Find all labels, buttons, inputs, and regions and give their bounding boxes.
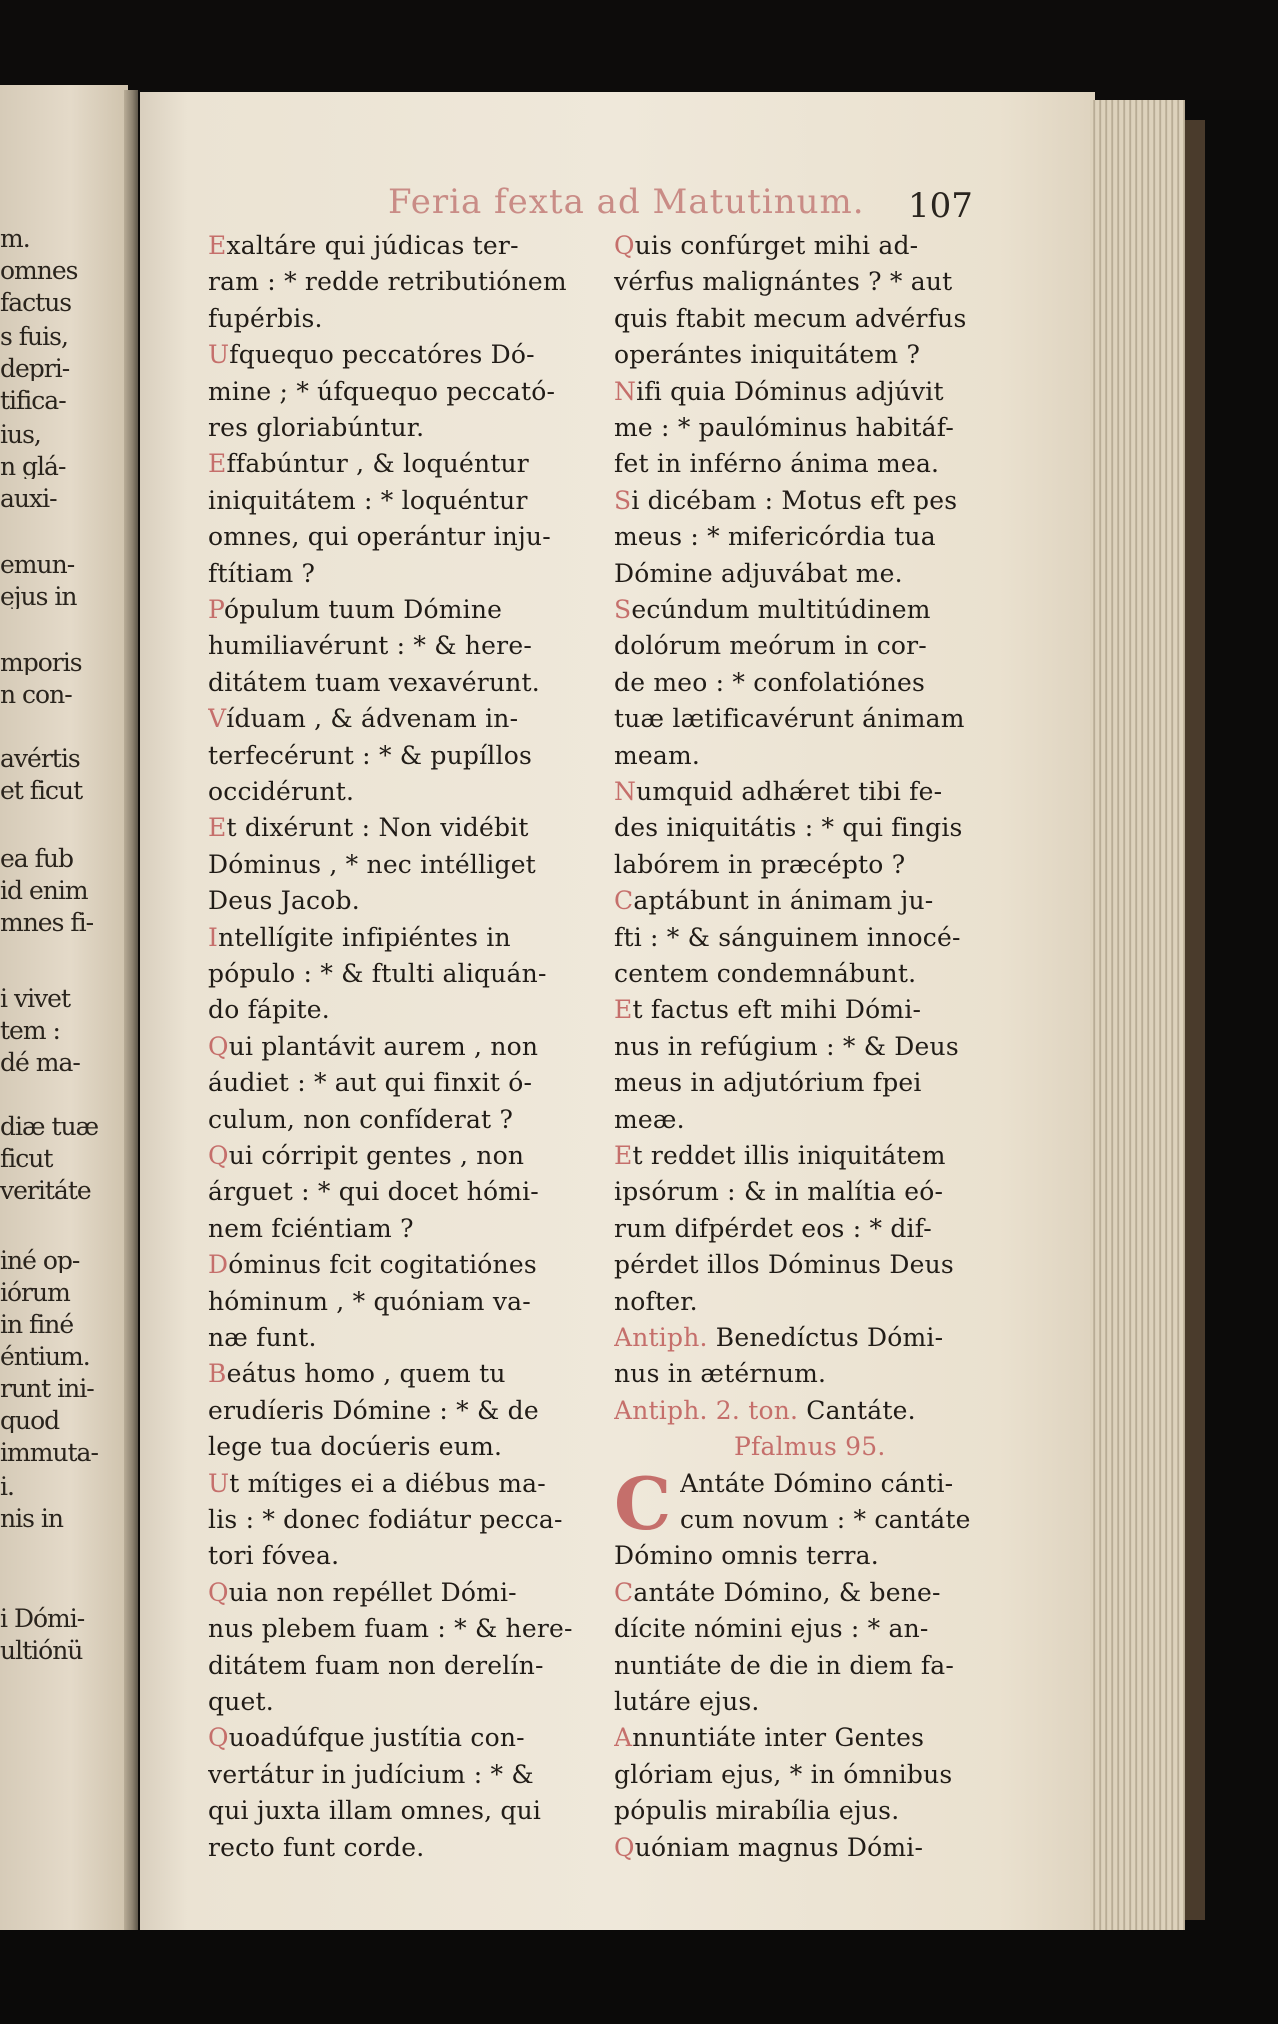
text-line: [208, 1720, 628, 1756]
text-line: [614, 228, 1034, 264]
left-page-line: tifica-: [0, 388, 66, 413]
left-page-line: depri-: [0, 356, 70, 381]
line-text: meus in adjutórium fpei: [614, 1068, 922, 1097]
text-line: [614, 1830, 1034, 1866]
line-text: ui plantávit aurem , non: [228, 1032, 539, 1061]
page-edges: [1090, 100, 1185, 1930]
initial-letter: U: [208, 340, 230, 369]
line-text: uoadúfque justítia con-: [228, 1723, 525, 1752]
rubric-label: Antiph.: [614, 1323, 708, 1352]
line-text: lutáre ejus.: [614, 1687, 760, 1716]
line-text: meæ.: [614, 1105, 685, 1134]
text-line: [208, 628, 628, 664]
text-line: [208, 1793, 628, 1829]
text-line: [208, 1065, 628, 1101]
line-text: ftítiam ?: [208, 559, 316, 588]
left-page-line: runt ini-: [0, 1376, 94, 1401]
text-line: [208, 1757, 628, 1793]
left-page-line: n glá-: [0, 454, 66, 479]
text-line: [614, 1720, 1034, 1756]
left-page-line: avértis: [0, 746, 80, 771]
text-line: [614, 1138, 1034, 1174]
left-page-line: factus: [0, 290, 72, 315]
line-text: ram : * redde retributiónem: [208, 267, 567, 296]
text-line: [208, 847, 628, 883]
line-text: dolórum meórum in cor-: [614, 631, 927, 660]
line-text: rum difpérdet eos : * dif-: [614, 1214, 932, 1243]
line-text: lege tua docúeris eum.: [208, 1432, 503, 1461]
initial-letter: V: [208, 704, 227, 733]
line-text: Dóminus , * nec intélliget: [208, 850, 536, 879]
text-line: [614, 483, 1034, 519]
text-line: [614, 264, 1034, 300]
text-line: [614, 410, 1034, 446]
line-text: labórem in præcépto ?: [614, 850, 906, 879]
text-line: [614, 738, 1034, 774]
line-text: fupérbis.: [208, 304, 323, 333]
left-page-line: mporis: [0, 650, 82, 675]
line-text: de meo : * confolatiónes: [614, 668, 926, 697]
text-line: [614, 1211, 1034, 1247]
text-line: [614, 956, 1034, 992]
line-text: quis ftabit mecum advérfus: [614, 304, 967, 333]
text-line: [614, 374, 1034, 410]
initial-letter: Q: [614, 1833, 635, 1862]
left-page-fragment: [0, 85, 128, 1930]
initial-letter: P: [208, 595, 225, 624]
line-text: ecúndum multitúdinem: [631, 595, 931, 624]
line-text: uóniam magnus Dómi-: [634, 1833, 924, 1862]
initial-letter: I: [208, 923, 219, 952]
text-line: [208, 1320, 628, 1356]
line-text: ffabúntur , & loquéntur: [226, 449, 529, 478]
line-text: fquequo peccatóres Dó-: [229, 340, 535, 369]
text-line: [208, 556, 628, 592]
text-line: [614, 1174, 1034, 1210]
line-text: quet.: [208, 1687, 274, 1716]
line-text: iniquitátem : * loquéntur: [208, 486, 528, 515]
initial-letter: E: [614, 995, 633, 1024]
text-line: [208, 1429, 628, 1465]
line-text: ipsórum : & in malítia eó-: [614, 1177, 944, 1206]
text-line: [208, 483, 628, 519]
line-text: hóminum , * quóniam va-: [208, 1287, 531, 1316]
initial-letter: S: [614, 595, 632, 624]
left-page-line: tem :: [0, 1018, 60, 1043]
running-head: [248, 182, 1148, 232]
text-line: [680, 1466, 1034, 1502]
text-line: [208, 774, 628, 810]
text-line: [208, 1611, 628, 1647]
line-text: do fápite.: [208, 995, 330, 1024]
line-text: óminus fcit cogitatiónes: [228, 1250, 537, 1279]
initial-letter: S: [614, 486, 632, 515]
line-text: nuntiáte de die in diem fa-: [614, 1651, 955, 1680]
line-text: antáte Dómino, & bene-: [633, 1578, 941, 1607]
line-text: glóriam ejus, * in ómnibus: [614, 1760, 953, 1789]
line-text: terfecérunt : * & pupíllos: [208, 741, 532, 770]
line-text: uis confúrget mihi ad-: [634, 231, 919, 260]
line-text: tori fóvea.: [208, 1541, 340, 1570]
left-page-line: in finé: [0, 1312, 74, 1337]
text-line: [614, 1757, 1034, 1793]
initial-letter: Q: [208, 1723, 229, 1752]
text-line: [208, 1211, 628, 1247]
text-line: [208, 701, 628, 737]
text-line: [614, 883, 1034, 919]
left-page-line: iórum: [0, 1280, 70, 1305]
line-text: umquid adhǽret tibi fe-: [636, 777, 943, 806]
text-line: [208, 1575, 628, 1611]
line-text: næ funt.: [208, 1323, 317, 1352]
left-page-line: s fuis,: [0, 324, 68, 349]
text-line: [208, 1466, 628, 1502]
text-line: [208, 1684, 628, 1720]
text-line: [614, 592, 1034, 628]
left-page-line: ficut: [0, 1146, 53, 1171]
text-line: [614, 1356, 1034, 1392]
line-text: nnuntiáte inter Gentes: [632, 1723, 925, 1752]
initial-letter: N: [614, 777, 637, 806]
line-text: fet in inférno ánima mea.: [614, 449, 940, 478]
running-title: Feria fexta ad Matutinum.: [388, 182, 865, 222]
line-text: ditátem fuam non derelín-: [208, 1651, 544, 1680]
text-line: [208, 1502, 628, 1538]
book-cover-edge: [1185, 120, 1205, 1920]
text-line: [208, 1247, 628, 1283]
initial-letter: Q: [208, 1141, 229, 1170]
initial-letter: E: [614, 1141, 633, 1170]
line-text: nus in refúgium : * & Deus: [614, 1032, 959, 1061]
left-page-line: ultiónü: [0, 1638, 83, 1663]
line-text: me : * paulóminus habitáf-: [614, 413, 954, 442]
line-text: operántes iniquitátem ?: [614, 340, 921, 369]
line-text: meus : * mifericórdia tua: [614, 522, 936, 551]
text-line: [614, 1284, 1034, 1320]
text-line: [208, 1284, 628, 1320]
text-line: [614, 1393, 1034, 1429]
initial-letter: Q: [614, 231, 635, 260]
line-text: íduam , & ádvenam in-: [226, 704, 519, 733]
line-text: Benedíctus Dómi-: [707, 1323, 944, 1352]
initial-letter: Q: [208, 1578, 229, 1607]
line-text: ui córripit gentes , non: [228, 1141, 525, 1170]
line-text: aptábunt in ánimam ju-: [633, 886, 934, 915]
text-line: [208, 1174, 628, 1210]
text-line: [614, 1793, 1034, 1829]
left-page-line: et ficut: [0, 778, 83, 803]
line-text: omnes, qui operántur inju-: [208, 522, 551, 551]
line-text: mine ; * úfquequo peccató-: [208, 377, 556, 406]
left-page-line: mnes fi-: [0, 910, 94, 935]
initial-letter: B: [208, 1359, 227, 1388]
text-line: [614, 665, 1034, 701]
rubric-label: Antiph. 2. ton.: [614, 1396, 799, 1425]
left-page-line: quod: [0, 1408, 60, 1433]
line-text: tuæ lætificavérunt ánimam: [614, 704, 965, 733]
line-text: ditátem tuam vexavérunt.: [208, 668, 540, 697]
line-text: xaltáre qui júdicas ter-: [226, 231, 519, 260]
text-line: [208, 592, 628, 628]
line-text: Antáte Dómino cánti-: [680, 1469, 954, 1498]
line-text: pérdet illos Dóminus Deus: [614, 1250, 954, 1279]
text-line: [614, 701, 1034, 737]
left-page-line: id enim: [0, 878, 88, 903]
text-line: [614, 337, 1034, 373]
line-text: vertátur in judícium : * &: [208, 1760, 534, 1789]
text-line: [208, 1830, 628, 1866]
initial-letter: Q: [208, 1032, 229, 1061]
psalm-heading: Pfalmus 95.: [734, 1432, 886, 1461]
line-text: Dómine adjuvábat me.: [614, 559, 903, 588]
line-text: nus in ætérnum.: [614, 1359, 827, 1388]
text-line: [208, 519, 628, 555]
left-page-line: diæ tuæ: [0, 1114, 99, 1139]
line-text: t dixérunt : Non vidébit: [226, 813, 529, 842]
text-line: [208, 446, 628, 482]
text-line: [208, 1356, 628, 1392]
line-text: uia non repéllet Dómi-: [228, 1578, 517, 1607]
line-text: cum novum : * cantáte: [680, 1505, 971, 1534]
text-line: [208, 1648, 628, 1684]
line-text: res gloriabúntur.: [208, 413, 425, 442]
text-line: [614, 301, 1034, 337]
initial-letter: U: [208, 1469, 230, 1498]
left-page-line: i.: [0, 1474, 14, 1499]
text-line: [614, 628, 1034, 664]
text-line: [208, 920, 628, 956]
book-gutter: [124, 90, 138, 1930]
line-text: pópulo : * & ftulti aliquán-: [208, 959, 547, 988]
text-line: [208, 1393, 628, 1429]
line-text: ntellígite infipiéntes in: [218, 923, 511, 952]
line-text: Dómino omnis terra.: [614, 1541, 879, 1570]
text-line: [208, 264, 628, 300]
line-text: erudíeris Dómine : * & de: [208, 1396, 539, 1425]
dark-background: [0, 0, 1278, 100]
text-line: [208, 738, 628, 774]
page-number: 107: [908, 186, 973, 226]
line-text: eátus homo , quem tu: [226, 1359, 506, 1388]
drop-cap: C: [614, 1461, 672, 1546]
text-line: [208, 1538, 628, 1574]
text-line: [680, 1502, 1034, 1538]
initial-letter: E: [208, 449, 227, 478]
text-line: [614, 1247, 1034, 1283]
line-text: áudiet : * aut qui finxit ó-: [208, 1068, 533, 1097]
line-text: lis : * donec fodiátur pecca-: [208, 1505, 563, 1534]
text-line: [208, 301, 628, 337]
line-text: fti : * & sánguinem innocé-: [614, 923, 961, 952]
initial-letter: C: [614, 1578, 634, 1607]
line-text: nus plebem fuam : * & here-: [208, 1614, 573, 1643]
initial-letter: D: [208, 1250, 229, 1279]
line-text: culum, non confíderat ?: [208, 1105, 514, 1134]
left-page-line: n con-: [0, 682, 72, 707]
text-line: [614, 1029, 1034, 1065]
line-text: vérfus malignántes ? * aut: [614, 267, 953, 296]
text-line: [614, 1611, 1034, 1647]
text-line: [614, 774, 1034, 810]
line-text: i dicébam : Motus eft pes: [631, 486, 958, 515]
text-line: [614, 810, 1034, 846]
line-text: centem condemnábunt.: [614, 959, 917, 988]
left-page-line: dé ma-: [0, 1050, 80, 1075]
left-page-line: m.: [0, 226, 30, 251]
line-text: t reddet illis iniquitátem: [632, 1141, 946, 1170]
text-line: [614, 1320, 1034, 1356]
line-text: pópulis mirabília ejus.: [614, 1796, 900, 1825]
text-line: [208, 1138, 628, 1174]
text-line: [614, 920, 1034, 956]
left-page-line: ea fub: [0, 846, 74, 871]
left-page-line: veritáte: [0, 1178, 91, 1203]
text-line: [614, 519, 1034, 555]
left-page-line: éntium.: [0, 1344, 90, 1369]
bottom-shadow: [0, 1930, 1278, 2024]
line-text: recto funt corde.: [208, 1833, 425, 1862]
initial-letter: C: [614, 886, 634, 915]
line-text: meam.: [614, 741, 701, 770]
text-line: [208, 810, 628, 846]
line-text: árguet : * qui docet hómi-: [208, 1177, 539, 1206]
text-line: [208, 410, 628, 446]
text-line: [614, 1648, 1034, 1684]
left-page-line: emun-: [0, 552, 75, 577]
line-text: t mítiges ei a diébus ma-: [229, 1469, 546, 1498]
left-page-line: i Dómi-: [0, 1606, 85, 1631]
line-text: qui juxta illam omnes, qui: [208, 1796, 542, 1825]
left-page-line: omnes: [0, 258, 78, 283]
initial-letter: N: [614, 377, 637, 406]
left-page-line: immuta-: [0, 1440, 98, 1465]
text-line: [614, 1684, 1034, 1720]
initial-letter: E: [208, 813, 227, 842]
text-line: [208, 992, 628, 1028]
line-text: nem fciéntiam ?: [208, 1214, 414, 1243]
text-line: [208, 337, 628, 373]
left-page-line: ius,: [0, 422, 41, 447]
line-text: ifi quia Dóminus adjúvit: [636, 377, 944, 406]
left-page-line: auxi-: [0, 486, 57, 511]
text-line: [614, 1575, 1034, 1611]
text-line: [208, 1029, 628, 1065]
left-page-line: ejus in: [0, 584, 77, 609]
line-text: t factus eft mihi Dómi-: [632, 995, 922, 1024]
text-line: [208, 956, 628, 992]
text-line: [614, 992, 1034, 1028]
initial-letter: A: [614, 1723, 633, 1752]
line-text: occidérunt.: [208, 777, 355, 806]
text-line: [614, 1065, 1034, 1101]
line-text: Cantáte.: [798, 1396, 916, 1425]
line-text: des iniquitátis : * qui fingis: [614, 813, 963, 842]
text-line: [208, 883, 628, 919]
left-page-line: i vivet: [0, 986, 71, 1011]
line-text: ópulum tuum Dómine: [224, 595, 503, 624]
line-text: nofter.: [614, 1287, 698, 1316]
text-line: [614, 446, 1034, 482]
line-text: Deus Jacob.: [208, 886, 360, 915]
text-line: [614, 556, 1034, 592]
text-line: [208, 228, 628, 264]
text-line: [208, 665, 628, 701]
initial-letter: E: [208, 231, 227, 260]
line-text: humiliavérunt : * & here-: [208, 631, 532, 660]
text-line: [208, 1102, 628, 1138]
text-line: [614, 1538, 1034, 1574]
text-line: [208, 374, 628, 410]
text-line: [614, 847, 1034, 883]
text-line: [614, 1102, 1034, 1138]
text-line: [614, 1429, 1034, 1465]
left-page-line: nis in: [0, 1506, 63, 1531]
line-text: dícite nómini ejus : * an-: [614, 1614, 929, 1643]
left-page-line: iné op-: [0, 1248, 80, 1273]
